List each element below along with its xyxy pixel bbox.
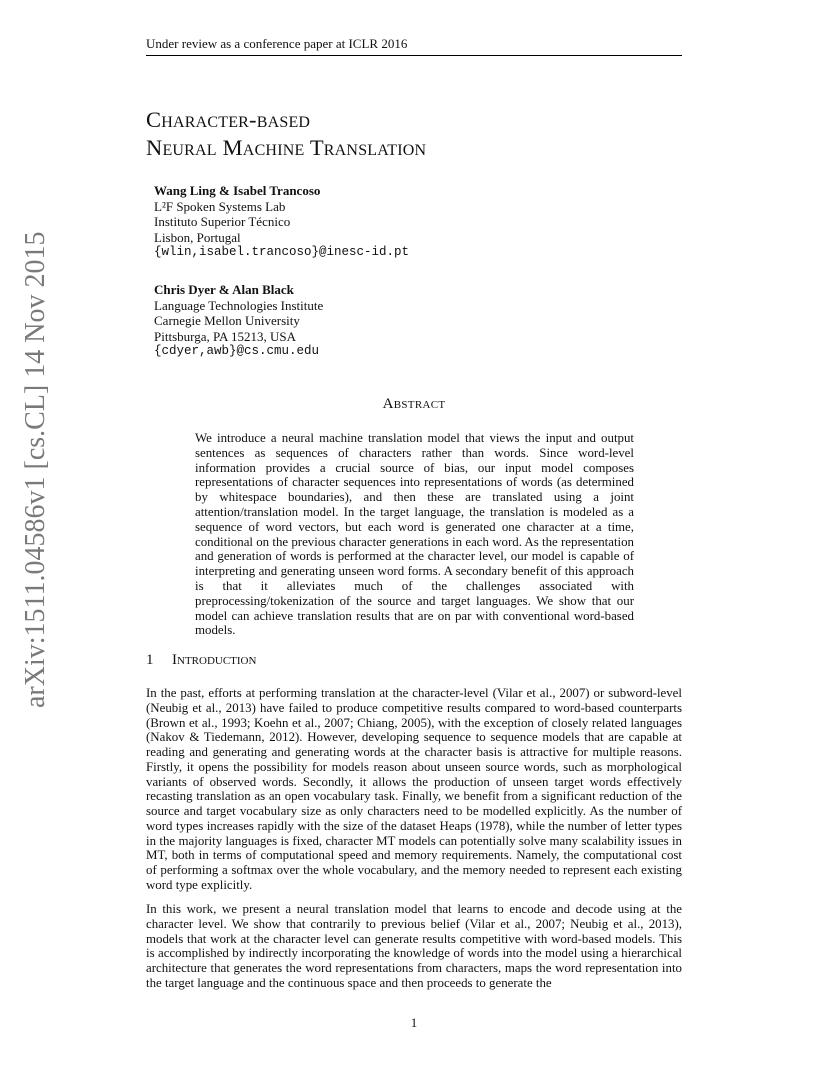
author-city-1: Lisbon, Portugal	[154, 229, 241, 245]
author-institute-2: Carnegie Mellon University	[154, 313, 300, 328]
abstract-heading: Abstract	[382, 396, 446, 412]
abstract-text: We introduce a neural machine translation model that views the input and output sentences as sequences of characters rather than words. Since word-level information provides a crucial source of bias, our input model composes representations of character sequences into representations of words (as determined by whitespace boundaries), and then these are translated using a joint attention/translation model. In the target language, the translation is modeled as a sequence of word vectors, but each word is generated one character at a time, conditional on the previous character generations in each word. As the representation and generation of words is performed at the character level, our model is capable of interpreting and generating unseen word forms. A secondary benefit of this approach is that it alleviates much of the challenges associated with preprocessing/tokenization of the source and target languages. We show that our model can achieve translation results that are on par with conventional word-based models.	[195, 431, 634, 638]
author-lab-1: L²F Spoken Systems Lab	[154, 198, 286, 214]
author-lab-2: Language Technologies Institute	[154, 297, 324, 313]
paper-title	[146, 106, 426, 162]
arxiv-identifier-stamp: arXiv:1511.04586v1 [cs.CL] 14 Nov 2015	[20, 231, 51, 708]
author-block-1	[154, 183, 409, 261]
section-heading-introduction	[146, 652, 256, 669]
author-names-2: Chris Dyer & Alan Black	[154, 282, 294, 297]
section-number: 1	[146, 652, 154, 668]
author-institute-1: Instituto Superior Técnico	[154, 214, 291, 229]
author-city-2: Pittsburga, PA 15213, USA	[154, 328, 296, 344]
section-title: Introduction	[172, 652, 257, 668]
author-block-2	[154, 282, 323, 360]
page-number: 1	[410, 1015, 418, 1030]
author-names-1: Wang Ling & Isabel Trancoso	[154, 183, 321, 198]
author-email-2: {cdyer,awb}@cs.cmu.edu	[154, 344, 320, 358]
intro-paragraph-2: In this work, we present a neural translation model that learns to encode and decode using at the character level. We show that contrarily to previous belief (Vilar et al., 2007; Neubig et al., 2013), models that work at the character level can generate results competitive with word-based models. This is accomplished by indirectly incorporating the knowledge of words into the model using a hierarchical architecture that generates the word representations from characters, maps the word representation into the target language and the continuous space and then proceeds to generate the	[146, 902, 682, 990]
title-line-1: Character-based	[146, 107, 311, 132]
author-email-1: {wlin,isabel.trancoso}@inesc-id.pt	[154, 245, 410, 259]
running-header: Under review as a conference paper at ICLR 2016	[146, 36, 682, 56]
title-line-2: Neural Machine Translation	[146, 135, 427, 160]
intro-paragraph-1: In the past, efforts at performing translation at the character-level (Vilar et al., 2007) or subword-level (Neubig et al., 2013) have failed to produce competitive results compared to word-based counterparts (Brown et al., 1993; Koehn et al., 2007; Chiang, 2005), with the exception of closely related languages (Nakov & Tiedemann, 2012). However, developing sequence to sequence models that are capable at reading and generating and generating words at the character basis is attractive for multiple reasons. Firstly, it opens the possibility for models reason about unseen source words, such as morphological variants of observed words. Secondly, it allows the production of unseen target words effectively recasting translation as an open vocabulary task. Finally, we benefit from a significant reduction of the source and target vocabulary size as only characters need to be modelled explicitly. As the number of word types increases rapidly with the size of the dataset Heaps (1978), while the number of letter types in the majority languages is fixed, character MT models can potentially solve many scalability issues in MT, both in terms of computational speed and memory requirements. Namely, the computational cost of performing a softmax over the whole vocabulary, and the memory needed to represent each existing word type explicitly.	[146, 686, 682, 892]
